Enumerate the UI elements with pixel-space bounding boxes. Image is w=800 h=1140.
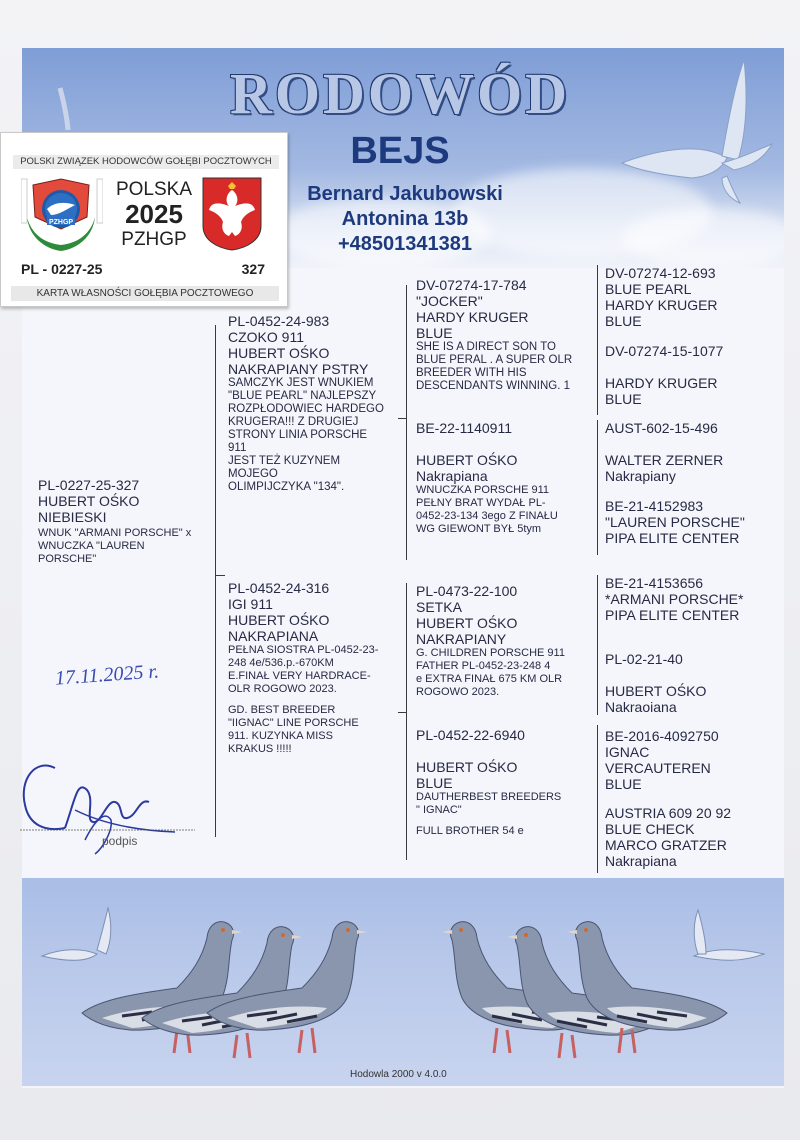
ownership-card <box>0 132 288 307</box>
handwritten-date: 17.11.2025 r. <box>54 660 160 690</box>
card-year: 2025 <box>125 199 183 229</box>
father-note: MOJEGO <box>228 468 278 480</box>
mf-note: FATHER PL-0452-23-248 4 <box>416 660 551 672</box>
ffm-color: BLUE <box>605 391 642 407</box>
mmm-entry <box>605 805 780 869</box>
ff-note: DESCENDANTS WINNING. 1 <box>416 380 570 392</box>
mf-breeder: HUBERT OŚKO <box>416 615 518 631</box>
mother-note: "IIGNAC" LINE PORSCHE <box>228 717 359 729</box>
mfm-ring: PL-02-21-40 <box>605 651 683 667</box>
mmf-color: BLUE <box>605 776 642 792</box>
mmm-color: Nakrapiana <box>605 853 677 869</box>
mm-entry <box>416 727 596 838</box>
mmf-ring: BE-2016-4092750 <box>605 728 719 744</box>
father-breeder: HUBERT OŚKO <box>228 345 330 361</box>
mf-note: e EXTRA FINAŁ 675 KM OLR <box>416 673 563 685</box>
mother-breeder: HUBERT OŚKO <box>228 612 330 628</box>
mmm-breeder: MARCO GRATZER <box>605 837 727 853</box>
father-note: JEST TEŻ KUZYNEM <box>228 455 341 467</box>
pigeon-name: BEJS <box>350 130 450 172</box>
father-note: KRUGERA!!! Z DRUGIEJ <box>228 416 359 428</box>
card-footer: KARTA WŁASNOŚCI GOŁĘBIA POCZTOWEGO <box>11 286 279 301</box>
mother-note: 911. KUZYNKA MISS <box>228 730 333 742</box>
fm-entry <box>416 420 596 536</box>
pedigree-title: RODOWÓD <box>230 61 570 126</box>
ffm-breeder: HARDY KRUGER <box>605 375 718 391</box>
signature-label: podpis <box>102 834 138 848</box>
mother-entry <box>228 580 403 756</box>
fff-entry <box>605 265 780 329</box>
ff-ring: DV-07274-17-784 <box>416 277 527 293</box>
card-number: 327 <box>241 261 265 277</box>
mm-ring: PL-0452-22-6940 <box>416 727 525 743</box>
tree-line <box>406 285 407 560</box>
svg-text:PZHGP: PZHGP <box>48 219 74 226</box>
fmm-breeder: PIPA ELITE CENTER <box>605 530 740 546</box>
card-ring: PL - 0227-25 <box>21 261 103 277</box>
owner-block <box>255 182 555 257</box>
subject-ring: PL-0227-25-327 <box>38 477 140 493</box>
father-note: 911 <box>228 442 247 454</box>
ff-breeder: HARDY KRUGER <box>416 309 529 325</box>
pigeons-banner-bottom <box>22 878 784 1086</box>
mm-color: BLUE <box>416 775 453 791</box>
owner-name: Bernard Jakubowski <box>307 183 503 205</box>
ff-note: BREEDER WITH HIS <box>416 367 527 379</box>
mmf-breeder: VERCAUTEREN <box>605 760 711 776</box>
mff-ring: BE-21-4153656 <box>605 575 704 591</box>
subject-breeder: HUBERT OŚKO <box>38 493 140 509</box>
father-note: ROZPŁODOWIEC HARDEGO <box>228 403 384 415</box>
polish-eagle-icon <box>201 176 263 252</box>
mother-name: IGI 911 <box>228 596 273 612</box>
father-ring: PL-0452-24-983 <box>228 313 330 329</box>
mf-note: G. CHILDREN PORSCHE 911 <box>416 647 565 659</box>
mfm-color: Nakraoiana <box>605 699 677 715</box>
owner-address: Antonina 13b <box>341 208 469 230</box>
card-country: POLSKA <box>115 179 193 200</box>
owner-phone: +48501341381 <box>337 233 473 255</box>
ff-note: SHE IS A DIRECT SON TO <box>416 341 556 353</box>
mff-breeder: PIPA ELITE CENTER <box>605 607 740 623</box>
mf-note: ROGOWO 2023. <box>416 686 500 698</box>
card-union: PZHGP <box>121 229 187 250</box>
tree-line <box>406 583 407 860</box>
father-entry <box>228 313 403 494</box>
ff-name: "JOCKER" <box>416 293 483 309</box>
mf-name: SETKA <box>416 599 462 615</box>
subject-color: NIEBIESKI <box>38 509 107 525</box>
fff-name: BLUE PEARL <box>605 281 692 297</box>
fm-ring: BE-22-1140911 <box>416 420 512 436</box>
fm-note: 0452-23-134 3ego Z FINAŁU <box>416 510 558 522</box>
mother-note: OLR ROGOWO 2023. <box>228 683 337 695</box>
ffm-ring: DV-07274-15-1077 <box>605 343 724 359</box>
fmf-color: Nakrapiany <box>605 468 676 484</box>
fm-note: WG GIEWONT BYŁ 5tym <box>416 523 542 535</box>
mother-ring: PL-0452-24-316 <box>228 580 330 596</box>
mm-note: DAUTHERBEST BREEDERS <box>416 791 562 803</box>
card-org: POLSKI ZWIĄZEK HODOWCÓW GOŁĘBI POCZTOWYCH <box>13 155 279 169</box>
fmm-entry <box>605 498 780 546</box>
father-note: "BLUE PEARL" NAJLEPSZY <box>228 390 377 402</box>
ffm-entry <box>605 343 780 407</box>
mfm-breeder: HUBERT OŚKO <box>605 683 707 699</box>
fm-breeder: HUBERT OŚKO <box>416 452 518 468</box>
subject-note: WNUCZKA "LAUREN <box>38 540 145 552</box>
mother-note: 248 4e/536.p.-670KM <box>228 657 334 669</box>
tree-line <box>215 575 225 576</box>
mother-color: NAKRAPIANA <box>228 628 319 644</box>
ff-note: BLUE PERAL . A SUPER OLR <box>416 354 573 366</box>
mff-name: *ARMANI PORSCHE* <box>605 591 744 607</box>
mfm-entry <box>605 651 780 715</box>
father-note: SAMCZYK JEST WNUKIEM <box>228 377 374 389</box>
mff-entry <box>605 575 780 623</box>
tree-line <box>597 725 598 873</box>
fm-note: PEŁNY BRAT WYDAŁ PL- <box>416 497 546 509</box>
mother-note: GD. BEST BREEDER <box>228 704 336 716</box>
tree-line <box>597 420 598 555</box>
fmm-ring: BE-21-4152983 <box>605 498 704 514</box>
mmf-name: IGNAC <box>605 744 650 760</box>
tree-line <box>215 325 216 837</box>
fff-color: BLUE <box>605 313 642 329</box>
software-version: Hodowla 2000 v 4.0.0 <box>350 1069 447 1080</box>
ff-entry <box>416 277 596 393</box>
mmm-ring: AUSTRIA 609 20 92 <box>605 805 732 821</box>
father-color: NAKRAPIANY PSTRY <box>228 361 369 377</box>
mm-breeder: HUBERT OŚKO <box>416 759 518 775</box>
fmm-name: "LAUREN PORSCHE" <box>605 514 745 530</box>
pzhgp-logo-icon <box>21 177 103 257</box>
mf-color: NAKRAPIANY <box>416 631 507 647</box>
subject-note: WNUK "ARMANI PORSCHE" x <box>38 527 192 539</box>
fm-note: WNUCZKA PORSCHE 911 <box>416 484 550 496</box>
tree-line <box>597 575 598 715</box>
pigeons-illustration-icon <box>22 878 784 1086</box>
fmf-entry <box>605 420 780 484</box>
tree-line <box>597 265 598 415</box>
subject-entry <box>38 477 218 566</box>
mother-note: PEŁNA SIOSTRA PL-0452-23- <box>228 644 379 656</box>
father-note: STRONY LINIA PORSCHE <box>228 429 368 441</box>
fff-ring: DV-07274-12-693 <box>605 265 716 281</box>
fmf-ring: AUST-602-15-496 <box>605 420 718 436</box>
mm-note: FULL BROTHER 54 e <box>416 825 524 837</box>
subject-note: PORSCHE" <box>38 553 97 565</box>
mm-note: " IGNAC" <box>416 804 462 816</box>
fmf-breeder: WALTER ZERNER <box>605 452 724 468</box>
mmm-name: BLUE CHECK <box>605 821 695 837</box>
card-country-year <box>109 177 199 252</box>
ff-color: BLUE <box>416 325 453 341</box>
father-name: CZOKO 911 <box>228 329 304 345</box>
fff-breeder: HARDY KRUGER <box>605 297 718 313</box>
mother-note: E.FINAŁ VERY HARDRACE- <box>228 670 371 682</box>
father-note: OLIMPIJCZYKA "134". <box>228 481 345 493</box>
mother-note: KRAKUS !!!!! <box>228 743 292 755</box>
fm-color: Nakrapiana <box>416 468 488 484</box>
mmf-entry <box>605 728 780 792</box>
mf-entry <box>416 583 596 699</box>
mf-ring: PL-0473-22-100 <box>416 583 518 599</box>
